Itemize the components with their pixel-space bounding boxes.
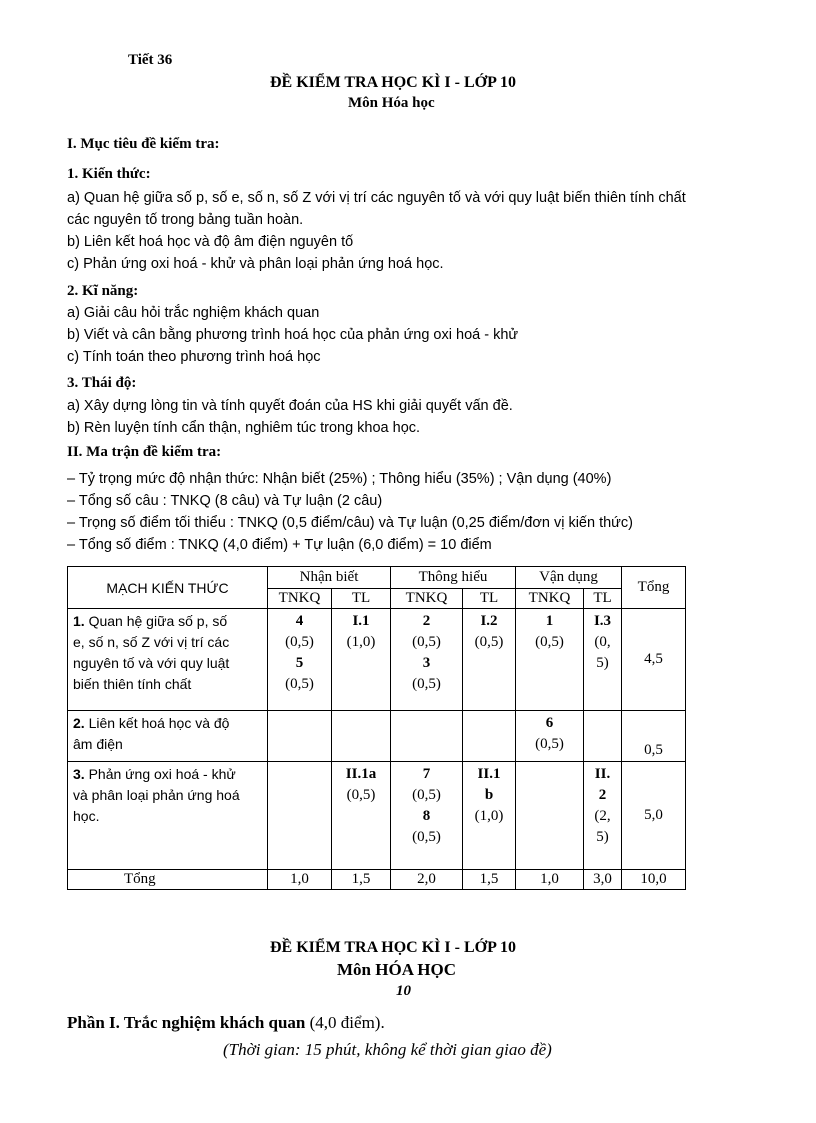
grand-total: 10,0 (622, 870, 686, 890)
total-cell: 1,0 (268, 870, 332, 890)
topic-line: và phân loại phản ứng hoá (73, 787, 240, 803)
subheader-cell: TNKQ (268, 589, 332, 609)
matrix-cell (391, 762, 463, 870)
cell-line: I.2 (480, 613, 498, 629)
part1-points: (4,0 điểm). (305, 1013, 385, 1032)
lesson-number: Tiết 36 (128, 52, 173, 68)
knowledge-item: c) Phản ứng oxi hoá - khử và phân loại phản ứng hoá học. (67, 256, 444, 272)
cell-line: 7 (422, 766, 431, 782)
skills-heading: 2. Kĩ năng: (67, 283, 139, 299)
matrix-bullet: – Tỷ trọng mức độ nhận thức: Nhận biết (25%) ; Thông hiểu (35%) ; Vận dụng (40%) (67, 471, 612, 487)
totals-label: Tổng (68, 870, 268, 890)
matrix-heading: II. Ma trận đề kiểm tra: (67, 444, 222, 460)
topic-number: 3. (73, 766, 85, 782)
skills-item: c) Tính toán theo phương trình hoá học (67, 349, 321, 365)
row-total: 5,0 (622, 762, 686, 870)
topic-cell (68, 762, 268, 870)
matrix-cell (516, 609, 584, 711)
subheader-cell: TNKQ (391, 589, 463, 609)
attitude-heading: 3. Thái độ: (67, 375, 137, 391)
matrix-cell (584, 711, 622, 762)
topic-cell (68, 711, 268, 762)
matrix-cell (463, 711, 516, 762)
cell-line: (0,5) (285, 634, 314, 650)
topic-line: Liên kết hoá học và độ (84, 715, 230, 731)
matrix-cell (516, 762, 584, 870)
topic-line: biến thiên tính chất (73, 676, 192, 692)
header-group-recognition: Nhận biết (268, 567, 391, 589)
cell-line: 2 (598, 787, 607, 803)
subheader-cell: TL (463, 589, 516, 609)
cell-line: (1,0) (474, 808, 504, 824)
topic-line: e, số n, số Z với vị trí các (73, 634, 230, 650)
subject-title: Môn Hóa học (348, 95, 435, 111)
matrix-cell (332, 762, 391, 870)
knowledge-heading: 1. Kiến thức: (67, 166, 151, 182)
cell-line: (0,5) (535, 736, 564, 752)
cell-line: (0, (594, 634, 611, 650)
total-cell: 2,0 (391, 870, 463, 890)
subheader-cell: TNKQ (516, 589, 584, 609)
knowledge-item: a) Quan hệ giữa số p, số e, số n, số Z với vị trí các nguyên tố và với quy luật biến thiên tính chất (67, 190, 686, 206)
topic-cell (68, 609, 268, 711)
topic-line: nguyên tố và với quy luật (73, 655, 230, 671)
cell-line: 2 (422, 613, 431, 629)
matrix-cell (516, 711, 584, 762)
part1-label: Phần I. Trắc nghiệm khách quan (67, 1013, 306, 1032)
cell-line: (1,0) (346, 634, 376, 650)
skills-list (67, 302, 518, 368)
matrix-cell (391, 711, 463, 762)
matrix-cell (268, 762, 332, 870)
attitude-list (67, 395, 513, 439)
cell-line: 5) (596, 829, 609, 845)
part1-heading (67, 1013, 385, 1033)
cell-line: 5) (596, 655, 609, 671)
matrix-cell (268, 609, 332, 711)
table-row (68, 762, 686, 870)
table-row (68, 609, 686, 711)
knowledge-item: các nguyên tố trong bảng tuần hoàn. (67, 212, 304, 228)
cell-line: (2, (594, 808, 611, 824)
cell-line: II.1 (477, 766, 501, 782)
attitude-item: b) Rèn luyện tính cẩn thận, nghiêm túc trong khoa học. (67, 420, 421, 436)
attitude-item: a) Xây dựng lòng tin và tính quyết đoán của HS khi giải quyết vấn đề. (67, 398, 513, 414)
matrix-cell (332, 711, 391, 762)
cell-line: II. (594, 766, 611, 782)
cell-line: I.3 (593, 613, 612, 629)
row-total: 4,5 (622, 609, 686, 711)
matrix-cell (332, 609, 391, 711)
cell-line: (0,5) (412, 787, 441, 803)
matrix-cell (463, 762, 516, 870)
cell-line: (0,5) (535, 634, 564, 650)
cell-line: (0,5) (412, 829, 441, 845)
total-cell: 3,0 (584, 870, 622, 890)
totals-row (68, 870, 686, 890)
table-row (68, 711, 686, 762)
cell-line: 3 (422, 655, 431, 671)
matrix-cell (391, 609, 463, 711)
header-topic: MẠCH KIẾN THỨC (68, 567, 268, 609)
topic-line: Quan hệ giữa số p, số (84, 613, 228, 629)
subheader-cell: TL (584, 589, 622, 609)
time-note: (Thời gian: 15 phút, không kể thời gian giao đề) (223, 1040, 552, 1059)
matrix-cell (584, 609, 622, 711)
objectives-heading: I. Mục tiêu đề kiểm tra: (67, 136, 220, 152)
cell-line: 4 (295, 613, 304, 629)
exam-grade: 10 (396, 983, 411, 999)
matrix-bullet: – Trọng số điểm tối thiểu : TNKQ (0,5 điểm/câu) và Tự luận (0,25 điểm/đơn vị kiến thức) (67, 515, 633, 531)
cell-line: b (484, 787, 494, 803)
cell-line: II.1a (345, 766, 377, 782)
cell-line: I.1 (352, 613, 370, 629)
row-total: 0,5 (622, 711, 686, 762)
subheader-cell: TL (332, 589, 391, 609)
cell-line: (0,5) (346, 787, 376, 803)
knowledge-item: b) Liên kết hoá học và độ âm điện nguyên tố (67, 234, 354, 250)
matrix-cell (584, 762, 622, 870)
exam-title: ĐỀ KIỂM TRA HỌC KÌ I - LỚP 10 (270, 939, 516, 956)
header-group-comprehension: Thông hiểu (391, 567, 516, 589)
cell-line: (0,5) (285, 676, 314, 692)
cell-line: 6 (545, 715, 554, 731)
skills-item: a) Giải câu hỏi trắc nghiệm khách quan (67, 305, 320, 321)
total-cell: 1,5 (332, 870, 391, 890)
topic-line: học. (73, 808, 100, 824)
matrix-bullets (67, 468, 633, 556)
total-cell: 1,0 (516, 870, 584, 890)
cell-line: (0,5) (412, 676, 441, 692)
cell-line: (0,5) (474, 634, 504, 650)
topic-number: 1. (73, 613, 85, 629)
matrix-cell (463, 609, 516, 711)
cell-line: 1 (545, 613, 554, 629)
exam-subject: Môn HÓA HỌC (337, 960, 457, 979)
matrix-cell (268, 711, 332, 762)
matrix-bullet: – Tổng số điểm : TNKQ (4,0 điểm) + Tự luận (6,0 điểm) = 10 điểm (67, 537, 492, 553)
page-title: ĐỀ KIỂM TRA HỌC KÌ I - LỚP 10 (270, 74, 516, 91)
header-total: Tổng (622, 567, 686, 609)
topic-number: 2. (73, 715, 85, 731)
topic-line: Phản ứng oxi hoá - khử (84, 766, 236, 782)
knowledge-list (67, 187, 686, 275)
cell-line: (0,5) (412, 634, 441, 650)
matrix-bullet: – Tổng số câu : TNKQ (8 câu) và Tự luận (2 câu) (67, 493, 383, 509)
skills-item: b) Viết và cân bằng phương trình hoá học của phản ứng oxi hoá - khử (67, 327, 519, 343)
cell-line: 5 (295, 655, 304, 671)
total-cell: 1,5 (463, 870, 516, 890)
knowledge-matrix-table (67, 566, 686, 890)
topic-line: âm điện (73, 736, 123, 752)
header-group-application: Vận dụng (516, 567, 622, 589)
cell-line: 8 (422, 808, 431, 824)
